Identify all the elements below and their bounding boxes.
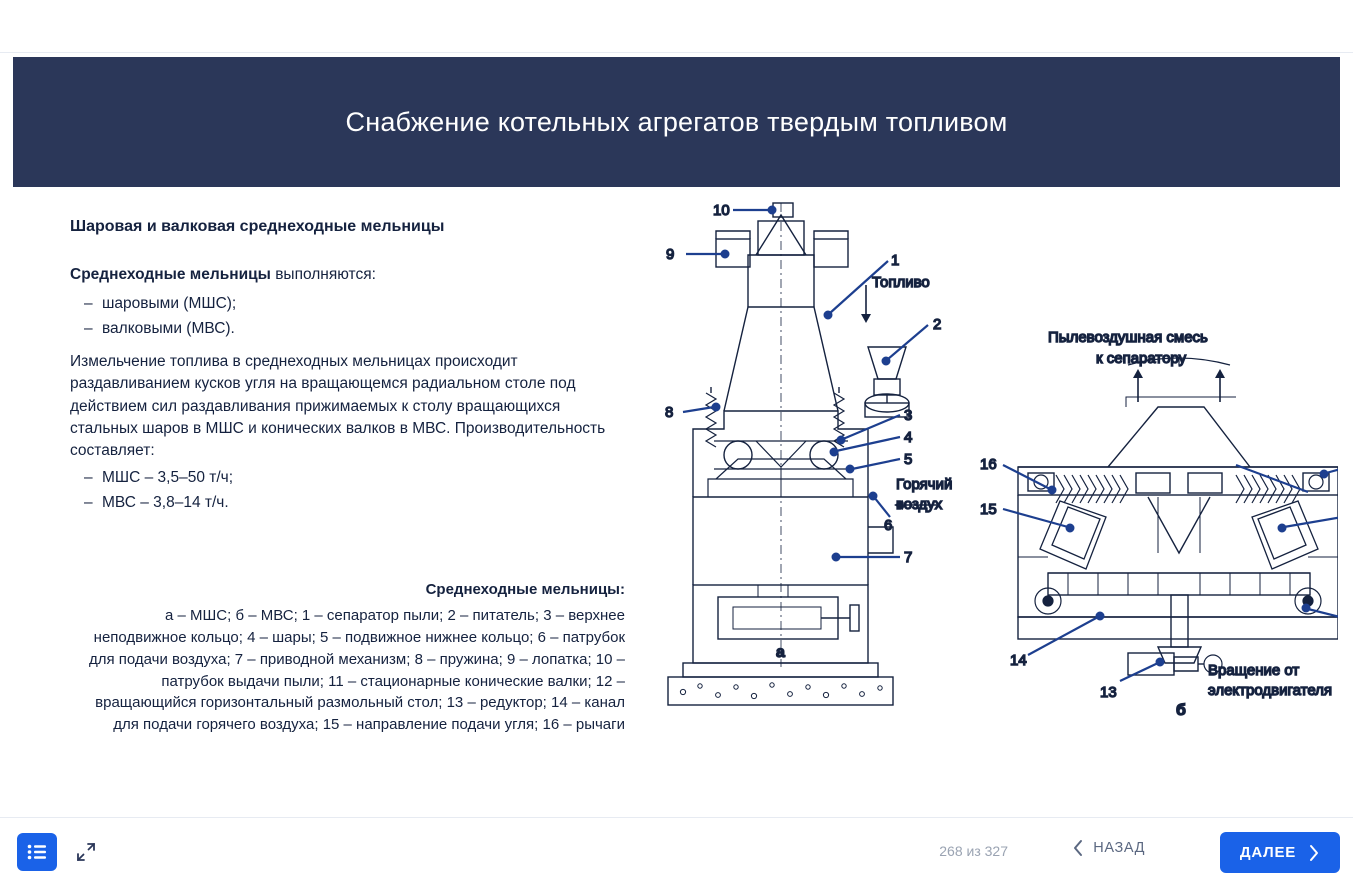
fullscreen-icon bbox=[75, 841, 97, 863]
figure-number-14: 14 bbox=[1010, 652, 1027, 669]
caption-body: а – МШС; б – МВС; 1 – сепаратор пыли; 2 – питатель; 3 – верхнее неподвижное кольцо; 4 – шары; 5 – подвижное нижнее кольцо; 6 – патрубок для подачи воздуха; 7 – приводной механизм; 8 – пружина; 9 – лопатка; 10 – патрубок выдачи пыли; 11 – стационарные конические валки; 12 – вращающийся горизонтальный размольный стол; 13 – редуктор; 14 – канал для подачи горячего воздуха; 15 – направление подачи угля; 16 – рычаги bbox=[88, 606, 625, 734]
list-item: – МВС – 3,8–14 т/ч. bbox=[102, 492, 625, 514]
mill-diagram bbox=[638, 197, 1338, 767]
back-label: НАЗАД bbox=[1093, 840, 1145, 856]
figure-number-10: 10 bbox=[713, 202, 730, 219]
slide-content bbox=[13, 187, 1340, 817]
figure-number-5: 5 bbox=[904, 451, 913, 468]
list-item: – шаровыми (МШС); bbox=[102, 293, 625, 315]
figure-number-4: 4 bbox=[904, 429, 913, 446]
slide-header bbox=[13, 57, 1340, 187]
top-bar bbox=[0, 0, 1353, 53]
figure-number-8: 8 bbox=[665, 404, 674, 421]
annotation-rotation-1: Вращение от bbox=[1208, 662, 1300, 679]
annotation-mixture-2: к сепаратору bbox=[1096, 350, 1187, 367]
page-title: Снабжение котельных агрегатов твердым топливом bbox=[345, 106, 1008, 137]
list-menu-icon bbox=[27, 844, 47, 860]
capacity-list bbox=[70, 467, 625, 515]
figure-number-1: 1 bbox=[891, 252, 900, 269]
fullscreen-button[interactable] bbox=[70, 836, 102, 868]
lead-rest: выполняются: bbox=[270, 266, 376, 284]
annotation-fuel: Топливо bbox=[872, 274, 930, 291]
figure-number-15: 15 bbox=[980, 501, 997, 518]
next-label: ДАЛЕЕ bbox=[1239, 844, 1297, 861]
annotation-rotation-2: электродвигателя bbox=[1208, 682, 1333, 699]
figure-number-16: 16 bbox=[980, 456, 997, 473]
section-subheading: Шаровая и валковая среднеходные мельницы bbox=[70, 218, 445, 235]
figure-number-9: 9 bbox=[666, 246, 675, 263]
annotation-hot-air-1: Горячий bbox=[896, 476, 953, 493]
chevron-right-icon bbox=[1308, 844, 1320, 862]
menu-button[interactable] bbox=[17, 833, 57, 871]
back-button[interactable] bbox=[1072, 839, 1145, 857]
list-item: – валковыми (МВС). bbox=[102, 318, 625, 340]
figure-number-13: 13 bbox=[1100, 684, 1117, 701]
figure-sublabel-a: а bbox=[776, 644, 785, 661]
annotation-mixture-1: Пылевоздушная смесь bbox=[1048, 329, 1208, 346]
next-button[interactable] bbox=[1220, 832, 1340, 873]
description-paragraph: Измельчение топлива в среднеходных мельницах происходит раздавливанием кусков угля на вращающемся радиальном столе под действием сил раздавливания прижимаемых к столу вращающихся стальных шаров в МШС и конических валков в МВС. Производительность составляет: bbox=[70, 352, 606, 460]
list-item: – МШС – 3,5–50 т/ч; bbox=[102, 467, 625, 489]
lead-bold: Среднеходные мельницы bbox=[70, 266, 271, 284]
lead-paragraph bbox=[70, 264, 625, 286]
bottom-toolbar bbox=[0, 817, 1353, 888]
mill-types-list bbox=[70, 293, 625, 341]
figure-sublabel-b: б bbox=[1176, 702, 1186, 719]
figure-number-3: 3 bbox=[904, 407, 913, 424]
figure bbox=[638, 197, 1338, 767]
annotation-hot-air-2: воздух bbox=[896, 496, 943, 513]
figure-caption bbox=[70, 579, 625, 736]
figure-number-7: 7 bbox=[904, 549, 913, 566]
figure-number-2: 2 bbox=[933, 316, 942, 333]
text-column bbox=[70, 215, 625, 525]
page-counter: 268 из 327 bbox=[939, 843, 1008, 859]
chevron-left-icon bbox=[1072, 839, 1084, 857]
figure-number-6: 6 bbox=[884, 517, 893, 534]
caption-title: Среднеходные мельницы: bbox=[425, 581, 625, 598]
